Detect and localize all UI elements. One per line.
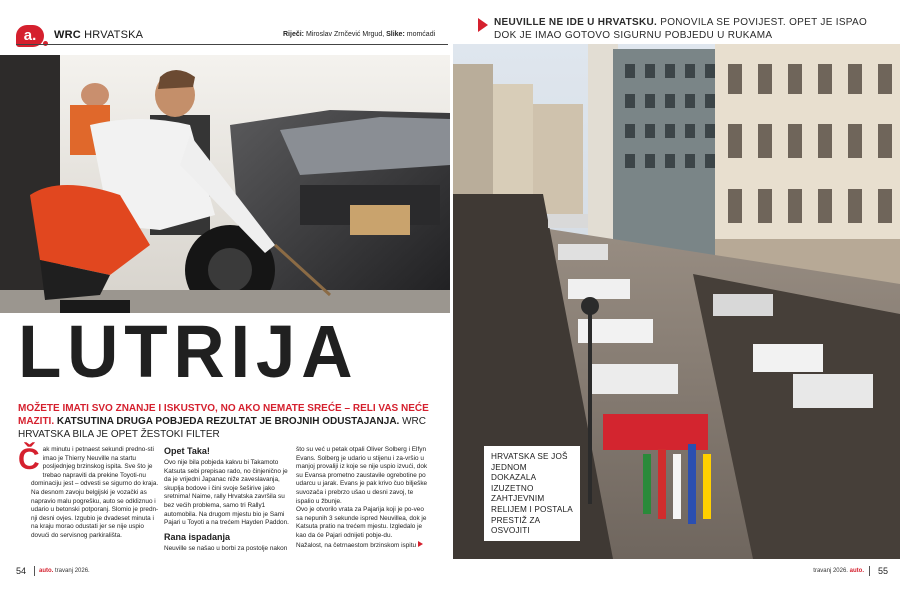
body-column-2 [164, 446, 292, 553]
column3-paragraph3 [296, 541, 428, 551]
footer-publication-left [39, 568, 90, 574]
right-page-headline [494, 16, 886, 42]
column2-paragraph2: Neuville se našao u borbi za postolje nakon [164, 544, 288, 552]
body-column-1 [18, 443, 159, 541]
footer-brand-left: auto. [39, 568, 54, 574]
page-number-left: 54 [16, 566, 27, 576]
deck-rest: WRC HRVATSKA BILA JE OPET ŽESTOKI FILTER [18, 416, 426, 440]
footer-publication-right [813, 568, 864, 574]
column3-paragraph3-text: Nažalost, na četrnaestom brzinskom ispitu [296, 541, 417, 549]
headline-arrow-icon [478, 18, 488, 32]
header-rule [16, 44, 448, 45]
section-label [54, 29, 143, 41]
column1-paragraph1-text: ak minutu i petnaest sekundi predno-sti imao je Thierry Neuville na startu posljednjeg brzinskog ispita. Sve što je trebao napraviti da prekine Toyoti-nu dominaciju jest – odvesti se sigurno do kraja. [31, 446, 159, 488]
deck-red: MOŽETE IMATI SVO ZNANJE I ISKUSTVO, NO AKO NEMATE SREĆE – RELI VAS NEĆE MAZITI. [18, 403, 429, 427]
article-title: LUTRIJA [18, 310, 359, 393]
footer-separator-left [34, 566, 35, 576]
column2-paragraph1: Ovo nije bila pobjeda kakvu bi Takamoto Katsuta sebi prepisao rado, no činjenično je da je vrijedni Japanac niže zaveslavanja, skuplja bodove i čini svoje šeširive jako sretnima! Naime, rally Hrvatska završila su bez većih problema, samo tri Rally1 automobila. Na drugom mjestu bio je Sami Pajari u Toyoti a na trećem Hayden Paddon. [164, 459, 289, 527]
continue-arrow-icon [418, 541, 423, 547]
subhead-rana-ispadanja: Rana ispadanja [164, 531, 231, 542]
credits-photo: momćadi [406, 31, 436, 38]
footer-date-left: travanj 2026. [55, 568, 90, 574]
page-number-right: 55 [877, 566, 888, 576]
section-label-bold: WRC [54, 29, 81, 41]
section-label-rest: HRVATSKA [84, 29, 144, 41]
column3-paragraph2: Ovo je otvorilo vrata za Pajarija koji je po-veo sa nepunih 3 sekunde ispred Neuvillea, dok je Katsuta pratio na trećem mjestu. Izgledalo je kao da će Pajari odnijeti pobje-du. [296, 506, 427, 539]
subhead-opet-taka: Opet Taka! [164, 446, 210, 456]
footer-separator-right [869, 566, 870, 576]
right-headline-rest: PONOVILA SE POVIJEST. OPET JE ISPAO DOK JE IMAO GOTOVO SIGURNU POBJEDU U RUKAMA [494, 17, 868, 41]
footer-date-right: travanj 2026. [813, 568, 848, 574]
article-deck [18, 402, 438, 441]
logo-text: a. [23, 27, 37, 44]
column3-paragraph1: što su već u petak otpali Oliver Solberg i Elfyn Evans. Solberg je udario u stijenu i za-vršio u manjoj provaliji iz koje se nije uspio izvući, dok su Evansa prometno zaustavile ogrebotine po udarcu u jarak. Evans je pak krivo čuo bilješke suvozača i prebrzo ušao u desni zavoj, te ispalio u žbunje. [296, 446, 428, 505]
credits-text-label: Riječi: [283, 31, 305, 38]
credits-photo-label: Slike: [386, 31, 405, 38]
right-headline-bold: NEUVILLE NE IDE U HRVATSKU. [494, 17, 658, 28]
drop-cap: Č [18, 443, 40, 476]
credits [283, 31, 435, 38]
photo-driver-at-car [0, 55, 450, 313]
footer-brand-right: auto. [849, 568, 864, 574]
body-column-3 [296, 446, 428, 550]
photo-driver-illustration [0, 55, 450, 313]
credits-author: Miroslav Zrnčević Mrgud, [305, 31, 385, 38]
deck-bold: KATSUTINA DRUGA POBJEDA REZULTAT JE BROJNIH ODUSTAJANJA. [56, 416, 400, 427]
photo-caption: HRVATSKA SE JOŠ JEDNOM DOKAZALA IZUZETNO ZAHTJEVNIM RELIJEM I POSTALA PRESTIŽ ZA OSVOJITI [484, 446, 580, 541]
column1-paragraph2: Na desnom zavoju belgijski je vozački as napravio malu pogrešku, auto se odkliznuo i udario u betonski potporanj. Slomio je predn-nji desni ovjes. Izgubio je dvadeset minuta i na kraju morao odustati jer se nije uspio dovući do servisnog parkirališta. [31, 488, 159, 539]
column1-paragraph1 [18, 443, 159, 489]
